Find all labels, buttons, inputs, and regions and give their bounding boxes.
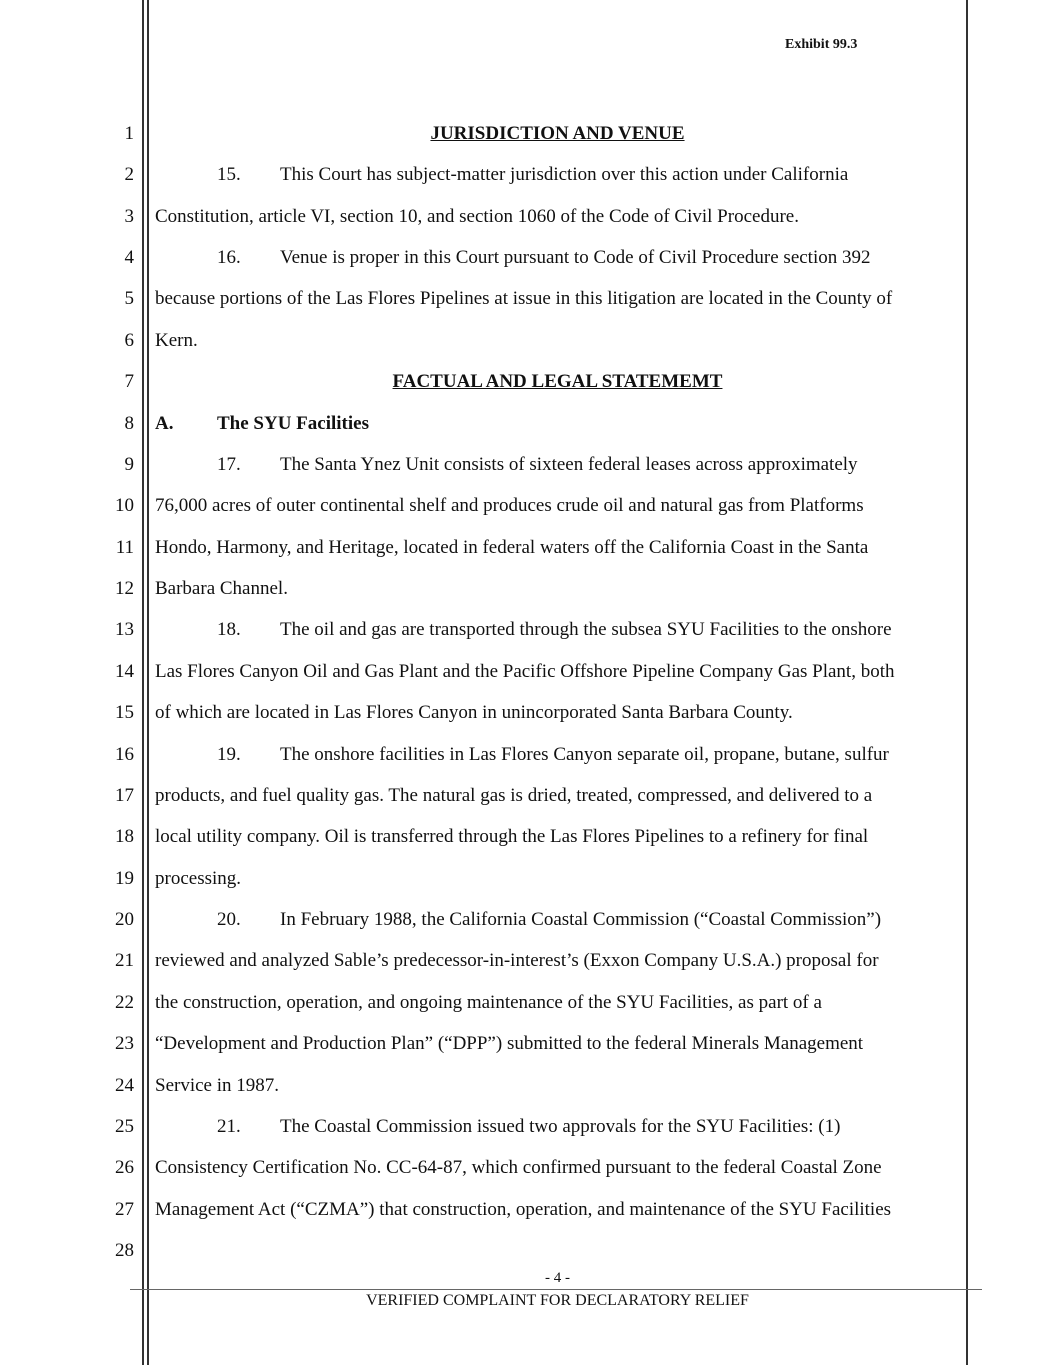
text-line: of which are located in Las Flores Canyon in unincorporated Santa Barbara County. — [155, 702, 793, 724]
text-line: because portions of the Las Flores Pipelines at issue in this litigation are located in the County of — [155, 288, 893, 310]
paragraph-number: 17. — [217, 453, 241, 475]
left-margin-rule-inner — [147, 0, 149, 1365]
line-number: 7 — [124, 371, 134, 393]
text-line: Service in 1987. — [155, 1074, 280, 1096]
line-number: 2 — [124, 164, 134, 186]
text-line: The Santa Ynez Unit consists of sixteen federal leases across approximately — [280, 453, 858, 475]
section-heading: FACTUAL AND LEGAL STATEMEMT — [392, 371, 723, 393]
text-line: This Court has subject-matter jurisdiction over this action under California — [280, 164, 849, 186]
text-line: Constitution, article VI, section 10, and section 1060 of the Code of Civil Procedure. — [155, 205, 799, 227]
text-line: “Development and Production Plan” (“DPP”) submitted to the federal Minerals Management — [155, 1033, 864, 1055]
text-line: In February 1988, the California Coastal Commission (“Coastal Commission”) — [280, 909, 882, 931]
paragraph-number: 15. — [217, 164, 241, 186]
subheading: The SYU Facilities — [217, 412, 369, 434]
line-number: 20 — [115, 909, 134, 931]
text-line: Management Act (“CZMA”) that construction, operation, and maintenance of the SYU Facilities — [155, 1198, 892, 1220]
line-number: 1 — [124, 123, 134, 144]
line-number: 22 — [115, 991, 134, 1013]
text-line: products, and fuel quality gas. The natural gas is dried, treated, compressed, and delivered to a — [155, 784, 873, 806]
line-number: 6 — [124, 329, 134, 351]
paragraph-number: 16. — [217, 247, 241, 269]
left-margin-rule-outer — [142, 0, 144, 1365]
text-line: the construction, operation, and ongoing maintenance of the SYU Facilities, as part of a — [155, 991, 822, 1013]
line-number: 25 — [115, 1115, 134, 1137]
line-number: 23 — [115, 1033, 134, 1055]
text-line: processing. — [155, 867, 242, 889]
line-number: 24 — [115, 1074, 134, 1096]
text-line: The Coastal Commission issued two approvals for the SYU Facilities: (1) — [280, 1115, 841, 1137]
text-line: Venue is proper in this Court pursuant to Code of Civil Procedure section 392 — [280, 247, 871, 269]
text-line: Kern. — [155, 329, 198, 351]
line-number: 5 — [124, 288, 134, 310]
right-margin-rule — [966, 0, 968, 1365]
paragraph-number: 21. — [217, 1115, 241, 1137]
line-number: 27 — [115, 1198, 134, 1220]
line-number: 4 — [124, 247, 134, 269]
line-number: 21 — [115, 950, 134, 972]
line-number: 26 — [115, 1157, 134, 1179]
line-number: 14 — [115, 660, 134, 682]
line-number: 15 — [115, 702, 134, 724]
line-number: 9 — [124, 453, 134, 475]
text-line: Barbara Channel. — [155, 578, 288, 600]
paragraph-number: 19. — [217, 743, 241, 765]
exhibit-label: Exhibit 99.3 — [785, 37, 858, 52]
line-number: 8 — [124, 412, 134, 434]
text-line: reviewed and analyzed Sable’s predecessor-in-interest’s (Exxon Company U.S.A.) proposal for — [155, 950, 879, 972]
text-line: 76,000 acres of outer continental shelf and produces crude oil and natural gas from Platforms — [155, 495, 864, 517]
footer-rule — [130, 1289, 982, 1290]
text-line: local utility company. Oil is transferred through the Las Flores Pipelines to a refinery for final — [155, 826, 869, 848]
line-number: 17 — [115, 784, 134, 806]
line-number: 19 — [115, 867, 134, 889]
line-number: 10 — [115, 495, 134, 517]
paragraph-number: 18. — [217, 619, 241, 641]
line-number: 12 — [115, 578, 134, 600]
line-number: 18 — [115, 826, 134, 848]
line-number: 13 — [115, 619, 134, 641]
line-number: 28 — [115, 1239, 134, 1261]
section-heading: JURISDICTION AND VENUE — [430, 123, 685, 144]
line-number: 16 — [115, 743, 134, 765]
text-line: Consistency Certification No. CC-64-87, which confirmed pursuant to the federal Coastal Zone — [155, 1157, 882, 1179]
text-line: The oil and gas are transported through the subsea SYU Facilities to the onshore — [280, 619, 892, 641]
text-line: Las Flores Canyon Oil and Gas Plant and the Pacific Offshore Pipeline Company Gas Plant, both — [155, 660, 895, 682]
subheading-letter: A. — [155, 412, 174, 434]
line-number: 3 — [124, 205, 134, 227]
text-line: Hondo, Harmony, and Heritage, located in federal waters off the California Coast in the Santa — [155, 536, 869, 558]
text-line: The onshore facilities in Las Flores Canyon separate oil, propane, butane, sulfur — [280, 743, 889, 765]
footer-title: VERIFIED COMPLAINT FOR DECLARATORY RELIEF — [366, 1292, 749, 1309]
page-number: - 4 - — [545, 1270, 570, 1286]
paragraph-number: 20. — [217, 909, 241, 931]
line-number: 11 — [115, 536, 134, 558]
